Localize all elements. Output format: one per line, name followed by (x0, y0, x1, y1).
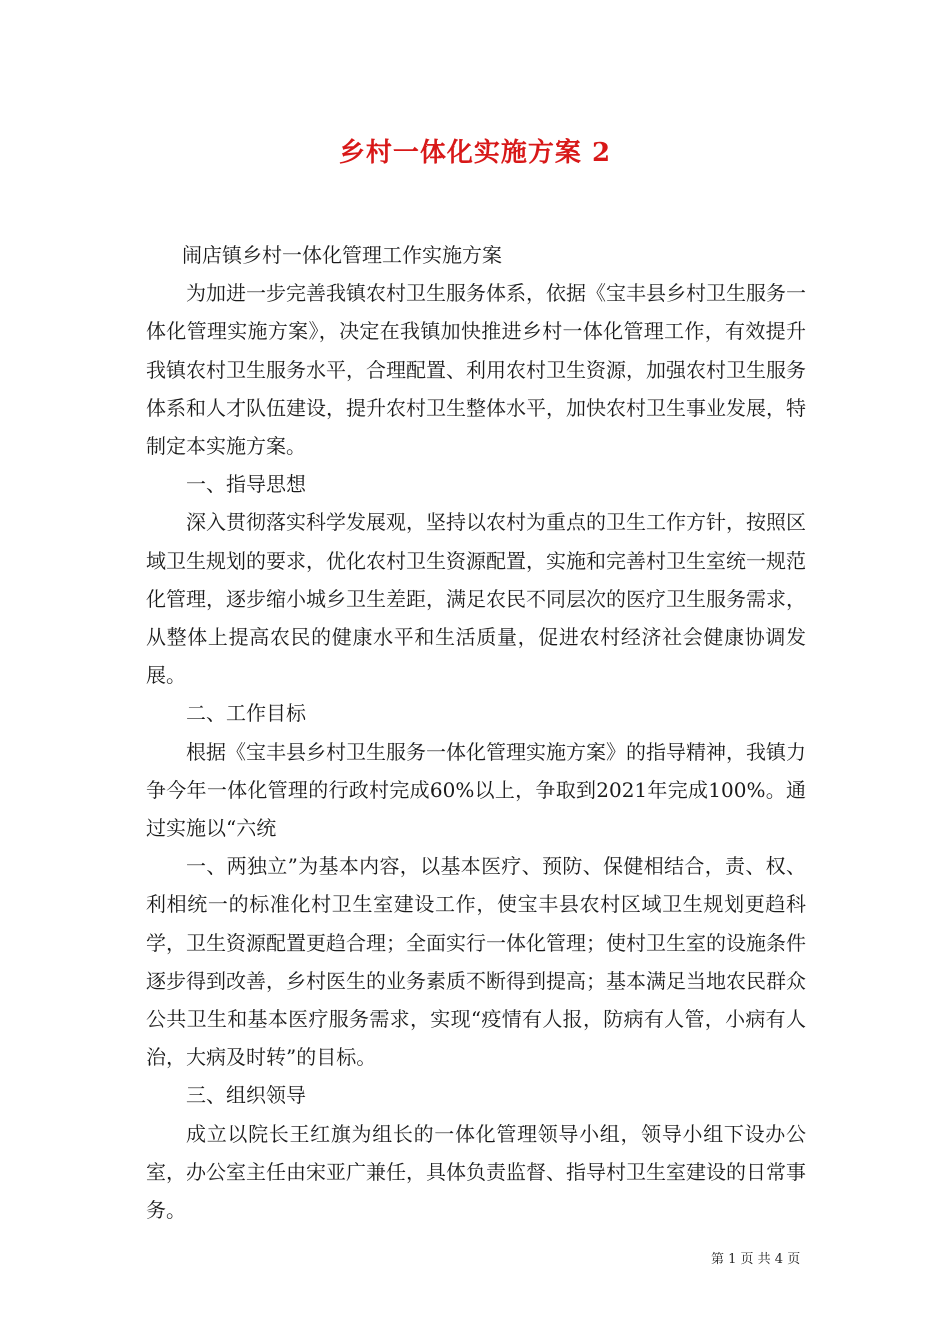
page-footer: 第 1 页 共 4 页 (711, 1252, 801, 1267)
section-heading: 三、组织领导 (186, 1083, 306, 1108)
document-title: 乡村一体化实施方案 2 (338, 138, 612, 168)
section-heading: 二、工作目标 (186, 701, 306, 726)
body-paragraph: 一、两独立”为基本内容，以基本医疗、预防、保健相结合，责、权、利相统一的标准化村卫生室建设工作，使宝丰县农村区域卫生规划更趋科学，卫生资源配置更趋合理；全面实行一体化管理；使村卫生室的设施条件逐步得到改善，乡村医生的业务素质不断得到提高；基本满足当地农民群众公共卫生和基本医疗服务需求，实现“疫情有人报，防病有人管，小病有人治，大病及时转”的目标。 (146, 854, 806, 1070)
body-paragraph: 为加进一步完善我镇农村卫生服务体系，依据《宝丰县乡村卫生服务一体化管理实施方案》，决定在我镇加快推进乡村一体化管理工作，有效提升我镇农村卫生服务水平，合理配置、利用农村卫生资源，加强农村卫生服务体系和人才队伍建设，提升农村卫生整体水平，加快农村卫生事业发展，特制定本实施方案。 (146, 281, 806, 459)
section-heading: 一、指导思想 (186, 472, 306, 497)
body-paragraph: 成立以院长王红旗为组长的一体化管理领导小组，领导小组下设办公室，办公室主任由宋亚广兼任，具体负责监督、指导村卫生室建设的日常事务。 (146, 1121, 806, 1223)
body-paragraph: 深入贯彻落实科学发展观，坚持以农村为重点的卫生工作方针，按照区域卫生规划的要求，优化农村卫生资源配置，实施和完善村卫生室统一规范化管理，逐步缩小城乡卫生差距，满足农民不同层次的医疗卫生服务需求，从整体上提高农民的健康水平和生活质量，促进农村经济社会健康协调发展。 (146, 510, 806, 688)
subtitle-paragraph: 闹店镇乡村一体化管理工作实施方案 (182, 243, 502, 267)
document-body (146, 236, 806, 1229)
body-paragraph: 根据《宝丰县乡村卫生服务一体化管理实施方案》的指导精神，我镇力争今年一体化管理的行政村完成60%以上，争取到2021年完成100%。通过实施以“六统 (146, 739, 806, 841)
